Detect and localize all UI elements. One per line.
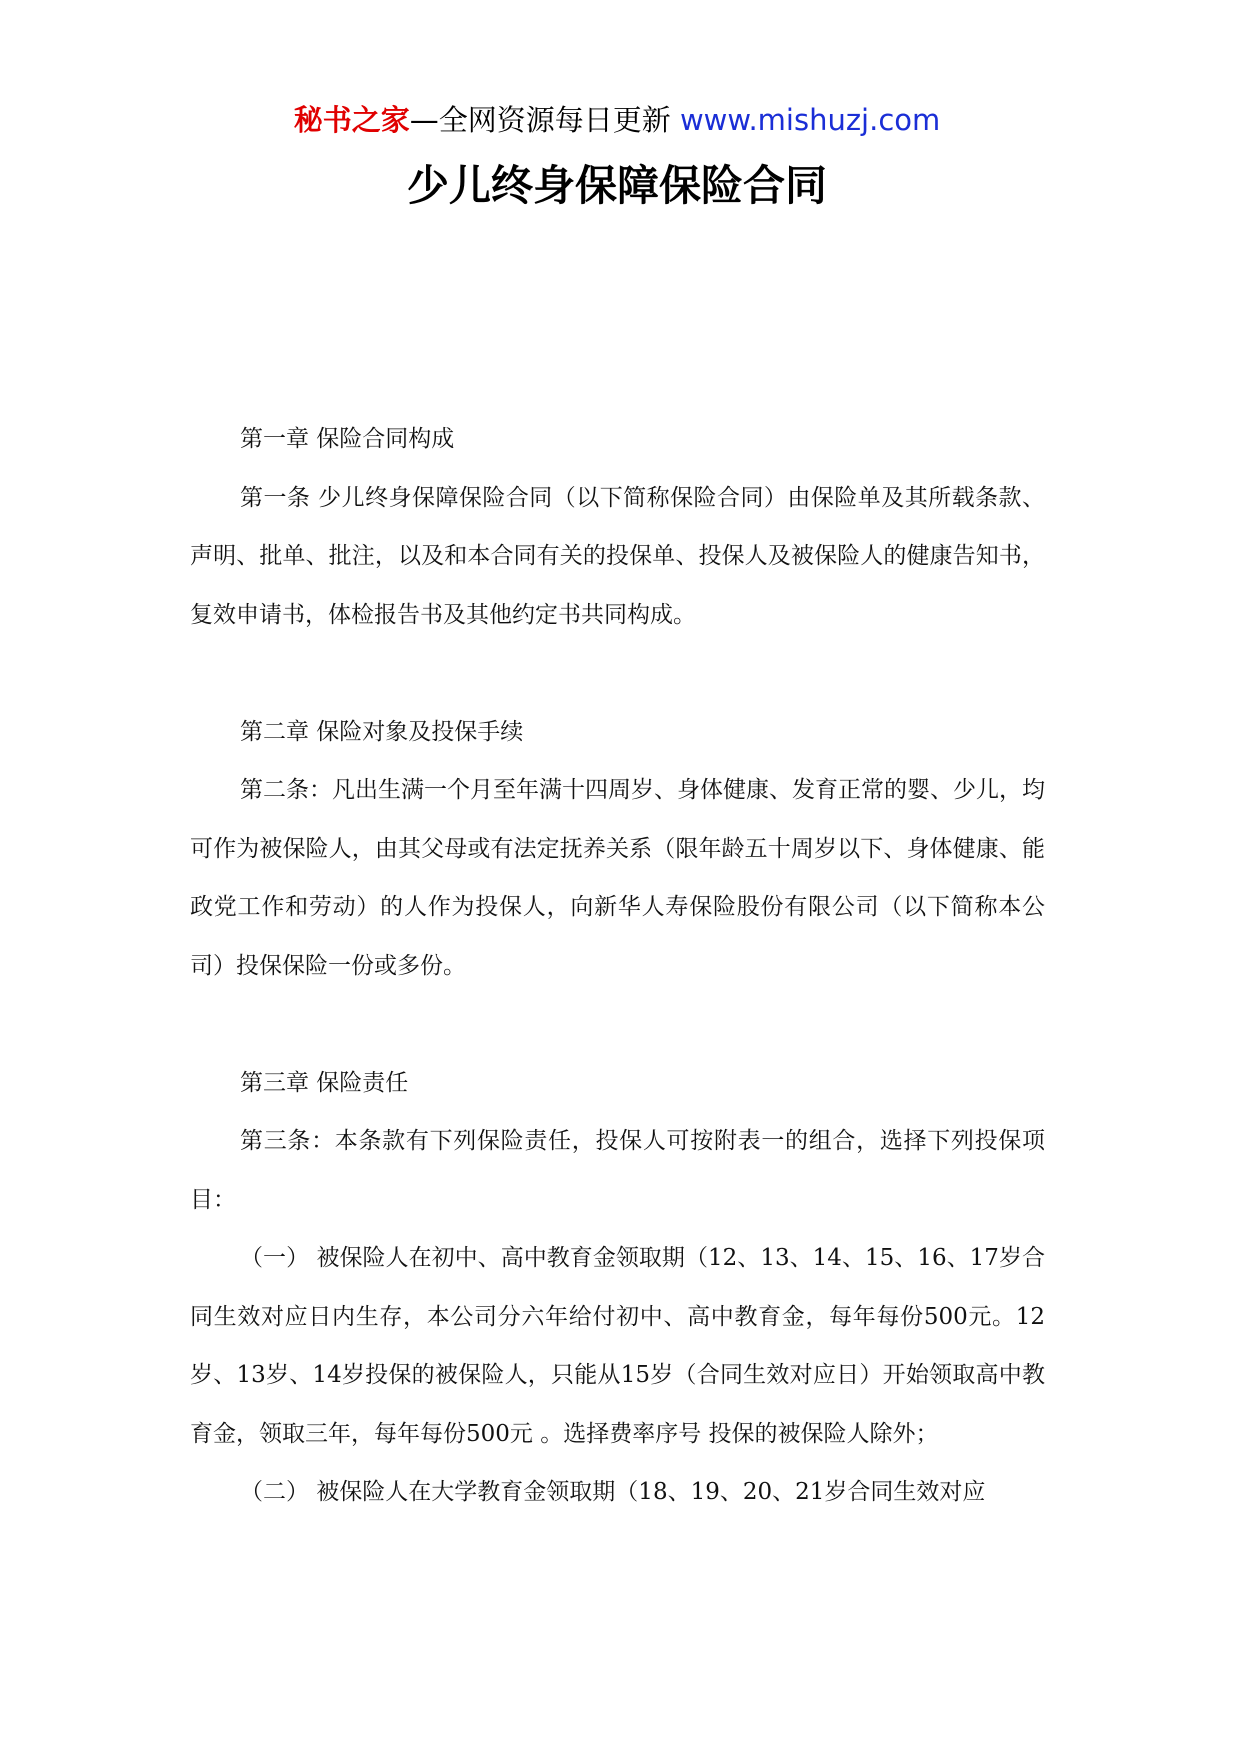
article-3-item-2: （二） 被保险人在大学教育金领取期（18、19、20、21岁合同生效对应 bbox=[240, 1479, 986, 1505]
brand-name: 秘书之家 bbox=[293, 103, 410, 137]
paragraph-gap bbox=[190, 995, 1045, 1054]
article-2-text: 第二条：凡出生满一个月至年满十四周岁、身体健康、发育正常的婴、少儿，均可作为被保险人，由其父母或有法定抚养关系（限年龄五十周岁以下、身体健康、能政党工作和劳动）的人作为投保人，向新华人寿保险股份有限公司（以下简称本公司）投保保险一份或多份。 bbox=[190, 777, 1045, 979]
article-3-text: 第三条：本条款有下列保险责任，投保人可按附表一的组合，选择下列投保项目： bbox=[190, 1128, 1045, 1213]
document-body bbox=[190, 410, 1045, 1522]
chapter-2-heading: 第二章 保险对象及投保手续 bbox=[240, 718, 524, 745]
chapter-3-heading: 第三章 保险责任 bbox=[240, 1069, 409, 1096]
paragraph-gap bbox=[190, 644, 1045, 703]
site-header bbox=[0, 100, 1234, 140]
site-url-link[interactable]: www.mishuzj.com bbox=[679, 103, 941, 137]
document-title: 少儿终身保障保险合同 bbox=[406, 161, 827, 210]
chapter-1-heading: 第一章 保险合同构成 bbox=[240, 426, 455, 452]
header-slogan: —全网资源每日更新 bbox=[409, 103, 671, 137]
article-3-item-1: （一） 被保险人在初中、高中教育金领取期（12、13、14、15、16、17岁合同生效对应日内生存，本公司分六年给付初中、高中教育金，每年每份500元。12岁、13岁、14岁投保的被保险人，只能从15岁（合同生效对应日）开始领取高中教育金，领取三年，每年每份500元 。选择费率序号 投保的被保险人除外； bbox=[190, 1245, 1045, 1447]
article-1-text: 第一条 少儿终身保障保险合同（以下简称保险合同）由保险单及其所载条款、声明、批单、批注，以及和本合同有关的投保单、投保人及被保险人的健康告知书，复效申请书，体检报告书及其他约定书共同构成。 bbox=[190, 484, 1045, 628]
